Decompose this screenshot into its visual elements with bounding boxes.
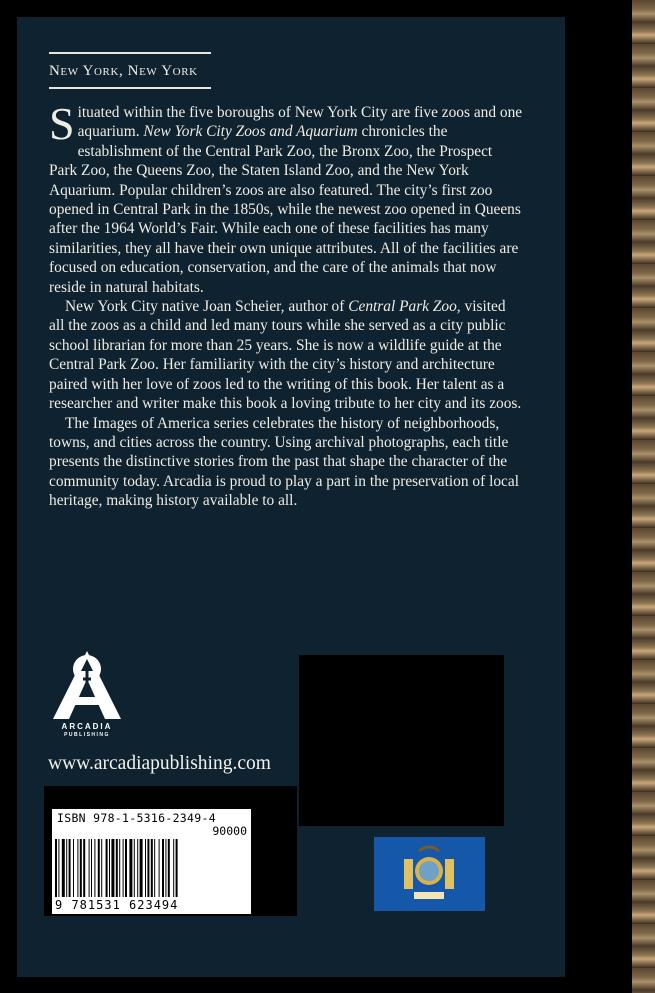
publisher-website: www.arcadiapublishing.com: [48, 753, 271, 774]
blurb-p2-text: New York City native Joan Scheier, author of: [65, 298, 349, 316]
book-title: New York City Zoos and Aquarium: [143, 123, 358, 141]
blurb-text: [49, 98, 523, 511]
series-location: New York, New York: [49, 63, 198, 79]
adjacent-cover-edge: [632, 0, 655, 993]
publisher-name: ARCADIA: [61, 722, 113, 731]
barcode-bars: [55, 839, 248, 899]
publisher-subname: PUBLISHING: [64, 732, 110, 738]
blurb-paragraph-2: [49, 297, 523, 413]
blurb-paragraph-1: [49, 98, 523, 297]
back-cover: [17, 17, 565, 977]
barcode-number: 9 781531 623494: [55, 898, 179, 912]
photo-placeholder: [299, 655, 504, 826]
drop-cap: S: [49, 98, 75, 149]
blurb-p1-text: ituated within the five boroughs of New York City are five zoos and one aquarium.: [77, 104, 523, 141]
blurb-p2-continued: visited all the zoos as a child and led many tours while she served as a city public school librarian for more than 25 years. She is now a wildlife guide at the Central Park Zoo. Her familiarity with the city’s history and architecture paired with her love of zoos led to the writing of this book. Her talent as a researcher and writer make this book a loving tribute to her city and its zoos.: [49, 298, 522, 413]
blurb-paragraph-3: The Images of America series celebrates the history of neighborhoods, towns, and cities across the country. Using archival photographs, each title presents the distinctive stories from the past that shape the character of the community today. Arcadia is proud to play a part in the preservation of local heritage, making history available to all.: [49, 414, 519, 510]
new-york-state-flag-icon: [374, 837, 485, 911]
author-book-title: Central Park Zoo,: [348, 298, 461, 316]
price-code: 90000: [212, 824, 247, 838]
top-rule: [49, 52, 211, 54]
bottom-rule: [49, 87, 211, 89]
blurb-p1-continued: chronicles the establishment of the Central Park Zoo, the Bronx Zoo, the Prospect Park Zoo, the Queens Zoo, the Staten Island Zoo, and the New York Aquarium. Popular children’s zoos are also featured. The city’s first zoo opened in Central Park in the 1850s, while the newest zoo opened in Queens after the 1964 World’s Fair. While each one of these facilities has many similarities, they all have their own unique attributes. All of the facilities are focused on education, conservation, and the care of the animals that now reside in natural habitats.: [49, 123, 521, 296]
barcode-label: [52, 809, 251, 914]
barcode-panel: [44, 786, 297, 916]
isbn-text: ISBN 978-1-5316-2349-4: [57, 811, 216, 825]
